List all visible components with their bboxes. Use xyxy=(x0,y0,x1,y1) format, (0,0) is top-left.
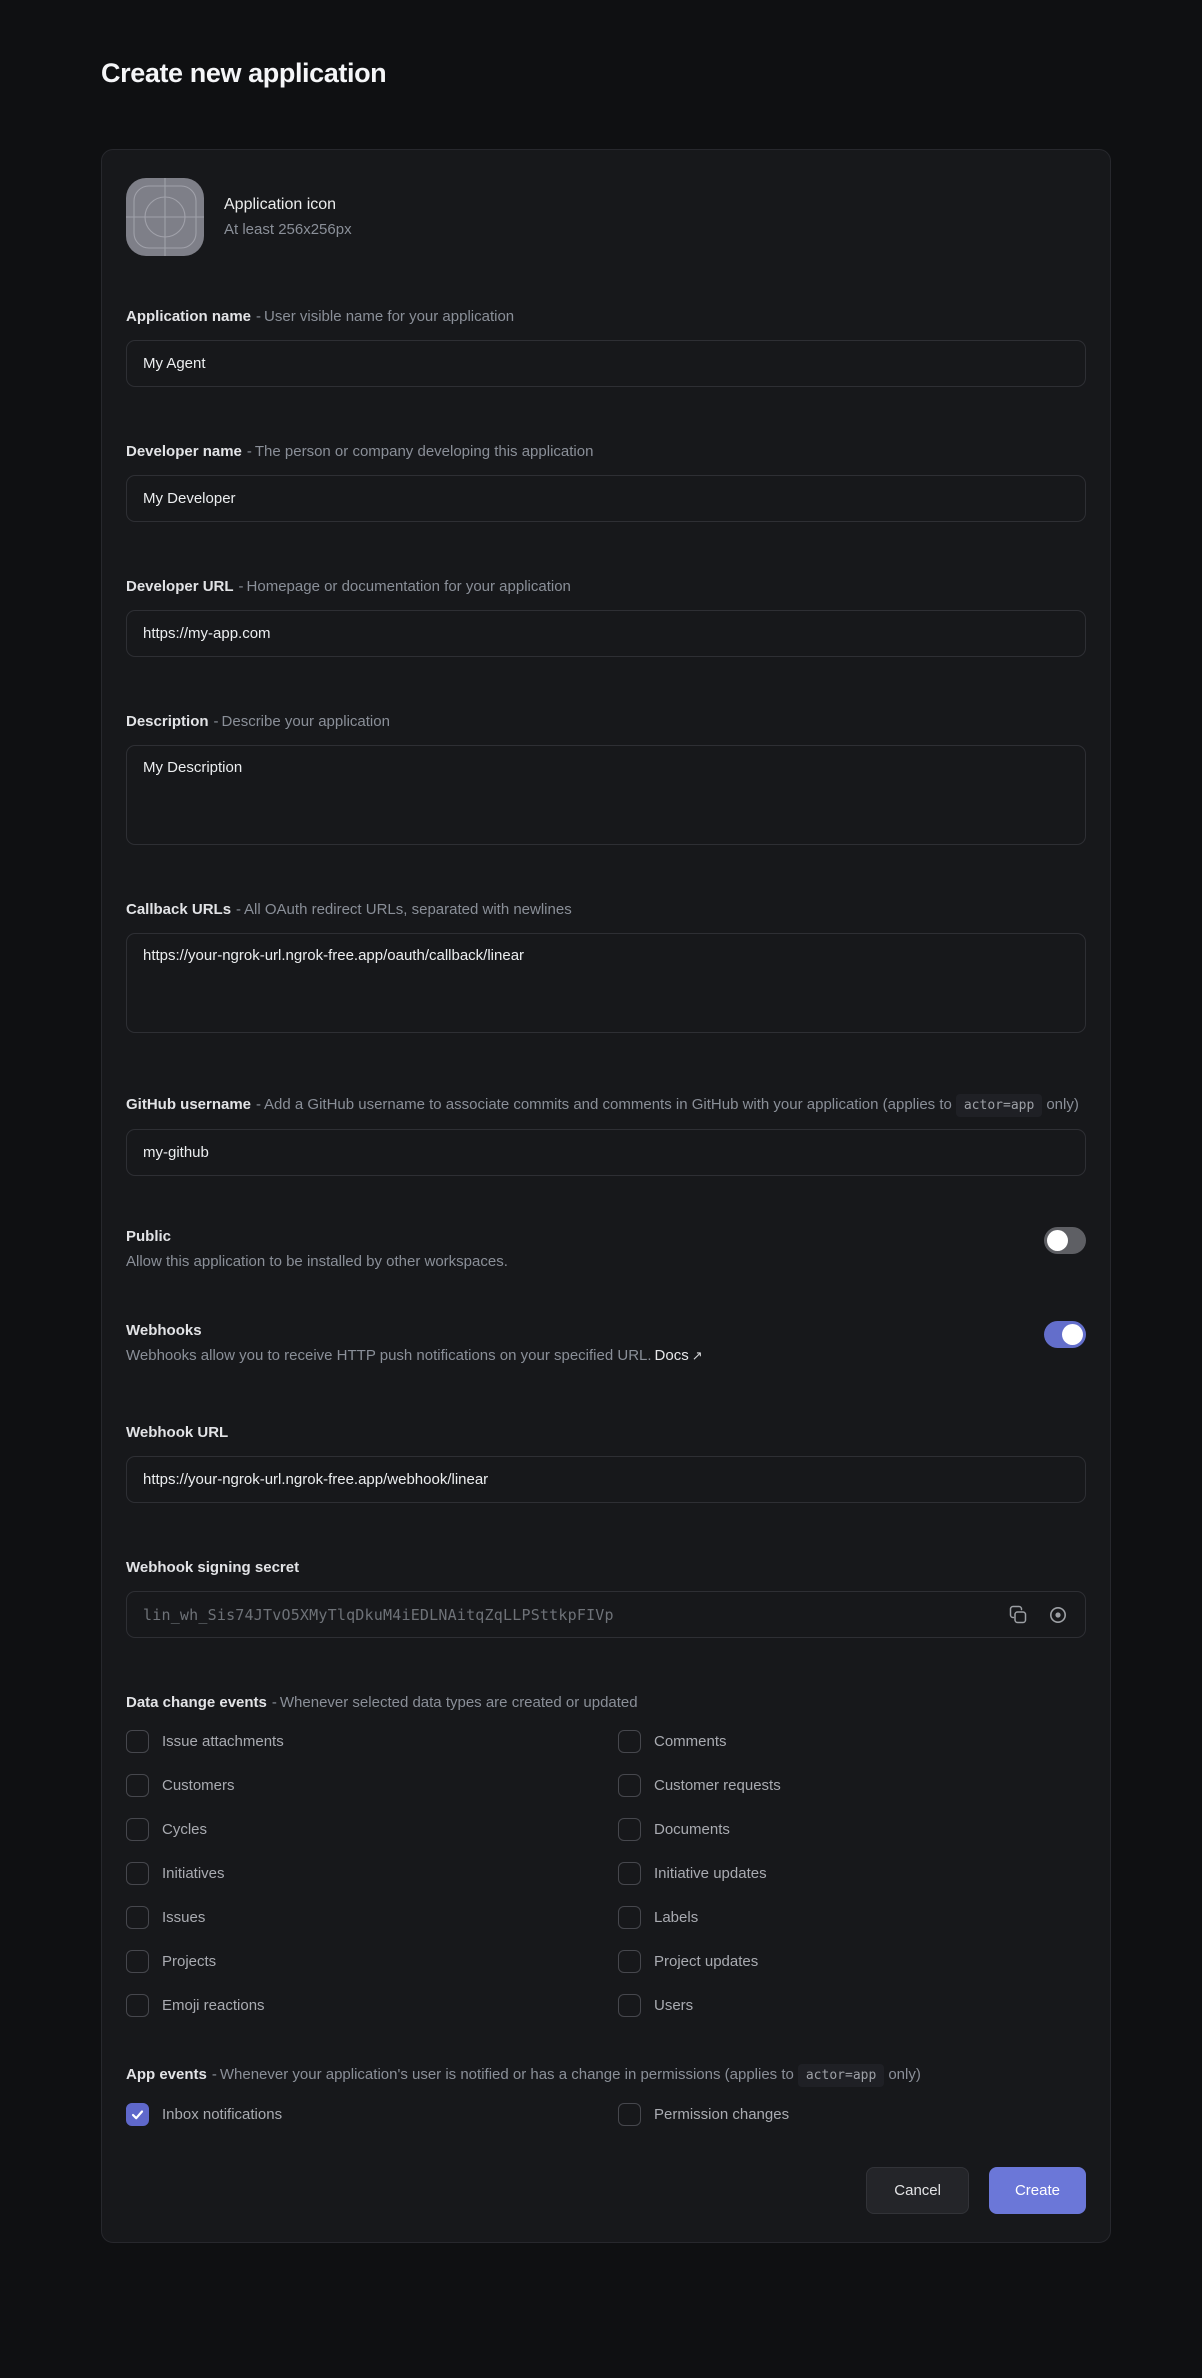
checkbox-label: Comments xyxy=(654,1733,727,1750)
label-separator: - xyxy=(256,1096,262,1113)
webhooks-description-text: Webhooks allow you to receive HTTP push notifications on your specified URL. xyxy=(126,1347,652,1364)
label-separator: - xyxy=(238,578,244,595)
application-name-input[interactable] xyxy=(126,340,1086,387)
app-events-grid xyxy=(126,2103,1086,2126)
field-description: User visible name for your application xyxy=(264,308,515,325)
field-description: Whenever your application's user is notified or has a change in permissions (applies to xyxy=(219,2066,794,2083)
label-separator: - xyxy=(213,713,219,730)
field-description: Add a GitHub username to associate commits and comments in GitHub with your application (applies to xyxy=(264,1096,952,1113)
create-application-card xyxy=(101,149,1111,2243)
field-label: Webhook signing secret xyxy=(126,1559,300,1576)
actor-app-code-chip: actor=app xyxy=(798,2064,884,2087)
checkbox-label: Inbox notifications xyxy=(162,2106,283,2123)
app-icon-placeholder-icon xyxy=(126,178,204,256)
webhook-signing-secret-input[interactable] xyxy=(143,1606,989,1624)
field-label-row xyxy=(126,1087,1081,1123)
callback-urls-textarea[interactable] xyxy=(126,933,1086,1033)
field-label-row xyxy=(126,2057,1081,2093)
field-label-row xyxy=(126,441,1086,463)
field-description xyxy=(126,711,1086,845)
checkbox-cycles[interactable] xyxy=(126,1818,618,1841)
check-icon xyxy=(130,2107,145,2122)
webhook-signing-secret-field xyxy=(126,1591,1086,1638)
checkbox-customer-requests[interactable] xyxy=(618,1774,1086,1797)
checkbox-issues[interactable] xyxy=(126,1906,618,1929)
checkbox-customers[interactable] xyxy=(126,1774,618,1797)
field-webhook-url xyxy=(126,1422,1086,1503)
field-label-row xyxy=(126,899,1086,921)
create-button[interactable]: Create xyxy=(989,2167,1086,2214)
description-textarea[interactable] xyxy=(126,745,1086,845)
field-label-row xyxy=(126,306,1086,328)
checkbox-label: Permission changes xyxy=(654,2106,790,2123)
checkbox[interactable] xyxy=(126,2103,149,2126)
field-label: App events xyxy=(126,2066,207,2083)
checkbox[interactable] xyxy=(618,1862,641,1885)
checkbox-label: Project updates xyxy=(654,1953,759,1970)
field-webhook-signing-secret xyxy=(126,1557,1086,1638)
field-label: Application name xyxy=(126,308,252,325)
webhooks-toggle[interactable] xyxy=(1044,1321,1086,1348)
field-application-name xyxy=(126,306,1086,387)
public-toggle-section xyxy=(126,1226,1086,1274)
field-label: Webhook URL xyxy=(126,1424,229,1441)
checkbox-label: Cycles xyxy=(162,1821,208,1838)
checkbox-documents[interactable] xyxy=(618,1818,1086,1841)
checkbox[interactable] xyxy=(618,1906,641,1929)
application-icon-hint: At least 256x256px xyxy=(224,221,352,238)
webhooks-toggle-section xyxy=(126,1320,1086,1368)
checkbox[interactable] xyxy=(126,1818,149,1841)
field-label-row xyxy=(126,1692,1086,1714)
checkbox-label: Users xyxy=(654,1997,694,2014)
checkbox[interactable] xyxy=(126,1950,149,1973)
checkbox[interactable] xyxy=(618,2103,641,2126)
application-icon-upload[interactable] xyxy=(126,178,204,256)
copy-icon[interactable] xyxy=(1007,1604,1029,1626)
application-icon-label: Application icon xyxy=(224,196,337,213)
label-separator: - xyxy=(256,308,262,325)
checkbox-initiative-updates[interactable] xyxy=(618,1862,1086,1885)
checkbox-comments[interactable] xyxy=(618,1730,1086,1753)
field-label-row xyxy=(126,711,1086,733)
checkbox-label: Initiative updates xyxy=(654,1865,767,1882)
eye-icon[interactable] xyxy=(1047,1604,1069,1626)
checkbox-emoji-reactions[interactable] xyxy=(126,1994,618,2017)
field-description: All OAuth redirect URLs, separated with newlines xyxy=(244,901,572,918)
field-description: Homepage or documentation for your application xyxy=(246,578,571,595)
webhooks-description xyxy=(126,1344,1016,1368)
field-label: Callback URLs xyxy=(126,901,232,918)
field-label: Developer URL xyxy=(126,578,234,595)
checkbox-permission-changes[interactable] xyxy=(618,2103,1086,2126)
label-separator: - xyxy=(246,443,252,460)
checkbox-project-updates[interactable] xyxy=(618,1950,1086,1973)
github-username-input[interactable] xyxy=(126,1129,1086,1176)
checkbox-projects[interactable] xyxy=(126,1950,618,1973)
label-separator: - xyxy=(271,1694,277,1711)
data-change-events-grid xyxy=(126,1730,1086,2017)
checkbox-label: Labels xyxy=(654,1909,699,1926)
checkbox[interactable] xyxy=(618,1774,641,1797)
application-icon-section xyxy=(126,178,1086,256)
label-separator: - xyxy=(211,2066,217,2083)
field-description: The person or company developing this application xyxy=(254,443,594,460)
form-footer xyxy=(126,2167,1086,2214)
developer-url-input[interactable] xyxy=(126,610,1086,657)
external-link-arrow-icon[interactable]: ↗ xyxy=(691,1348,703,1363)
label-separator: - xyxy=(236,901,242,918)
app-events-section xyxy=(126,2057,1086,2126)
toggle-knob xyxy=(1062,1324,1083,1345)
field-label: Description xyxy=(126,713,209,730)
developer-name-input[interactable] xyxy=(126,475,1086,522)
checkbox-inbox-notifications[interactable] xyxy=(126,2103,618,2126)
field-description: Describe your application xyxy=(221,713,390,730)
application-icon-text xyxy=(224,196,352,238)
checkbox-label: Customers xyxy=(162,1777,235,1794)
checkbox-label: Issues xyxy=(162,1909,206,1926)
field-description: Whenever selected data types are created or updated xyxy=(279,1694,638,1711)
field-label-row xyxy=(126,1557,1086,1579)
field-description-suffix: only) xyxy=(1046,1096,1079,1113)
checkbox[interactable] xyxy=(126,1862,149,1885)
field-callback-urls xyxy=(126,899,1086,1033)
checkbox-label: Customer requests xyxy=(654,1777,781,1794)
checkbox[interactable] xyxy=(126,1774,149,1797)
field-developer-name xyxy=(126,441,1086,522)
checkbox-label: Issue attachments xyxy=(162,1733,284,1750)
field-github-username xyxy=(126,1087,1086,1176)
field-label-row xyxy=(126,1422,1086,1444)
checkbox-initiatives[interactable] xyxy=(126,1862,618,1885)
docs-link[interactable]: Docs xyxy=(654,1347,689,1364)
checkbox-label: Emoji reactions xyxy=(162,1997,265,2014)
checkbox-labels[interactable] xyxy=(618,1906,1086,1929)
page-title: Create new application xyxy=(101,58,387,88)
checkbox[interactable] xyxy=(618,1818,641,1841)
checkbox-users[interactable] xyxy=(618,1994,1086,2017)
field-developer-url xyxy=(126,576,1086,657)
checkbox-label: Projects xyxy=(162,1953,217,1970)
checkbox[interactable] xyxy=(618,1994,641,2017)
public-description: Allow this application to be installed by other workspaces. xyxy=(126,1253,508,1270)
checkbox-label: Documents xyxy=(654,1821,730,1838)
checkbox[interactable] xyxy=(618,1730,641,1753)
checkbox[interactable] xyxy=(618,1950,641,1973)
webhooks-label: Webhooks xyxy=(126,1322,202,1339)
field-label: Data change events xyxy=(126,1694,267,1711)
cancel-button[interactable]: Cancel xyxy=(866,2167,969,2214)
checkbox[interactable] xyxy=(126,1994,149,2017)
field-description-suffix: only) xyxy=(888,2066,921,2083)
field-label-row xyxy=(126,576,1086,598)
field-label: Developer name xyxy=(126,443,242,460)
toggle-knob xyxy=(1047,1230,1068,1251)
public-label: Public xyxy=(126,1228,172,1245)
webhook-url-input[interactable] xyxy=(126,1456,1086,1503)
checkbox-label: Initiatives xyxy=(162,1865,225,1882)
checkbox[interactable] xyxy=(126,1906,149,1929)
field-label: GitHub username xyxy=(126,1096,252,1113)
data-change-events-section xyxy=(126,1692,1086,2017)
actor-app-code-chip: actor=app xyxy=(956,1094,1042,1117)
public-toggle[interactable] xyxy=(1044,1227,1086,1254)
checkbox[interactable] xyxy=(126,1730,149,1753)
checkbox-issue-attachments[interactable] xyxy=(126,1730,618,1753)
